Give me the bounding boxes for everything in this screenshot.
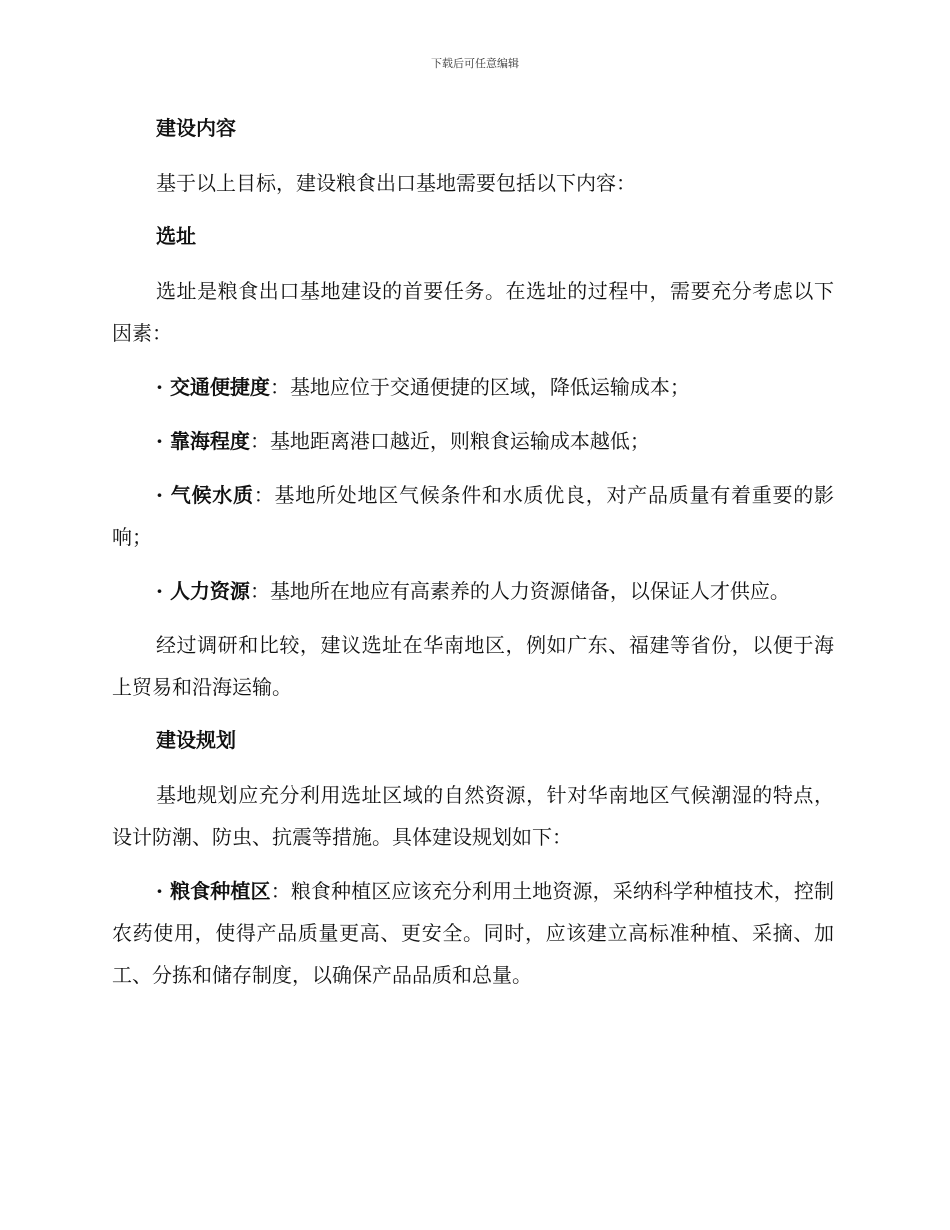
list-item-factor: · 气候水质：基地所处地区气候条件和水质优良，对产品质量有着重要的影响； bbox=[112, 483, 835, 549]
bullet-term: · 交通便捷度 bbox=[156, 375, 270, 399]
paragraph-planning-intro: 基地规划应充分利用选址区域的自然资源，针对华南地区气候潮湿的特点，设计防潮、防虫、抗震等措施。具体建设规划如下： bbox=[112, 783, 834, 849]
paragraph-site-intro: 选址是粮食出口基地建设的首要任务。在选址的过程中，需要充分考虑以下因素： bbox=[112, 279, 834, 345]
page-header: 下载后可任意编辑 bbox=[431, 57, 519, 70]
bullet-term: · 靠海程度 bbox=[156, 429, 250, 453]
bullet-term: · 粮食种植区 bbox=[156, 879, 271, 903]
list-item-factor: · 交通便捷度：基地应位于交通便捷的区域，降低运输成本； bbox=[156, 375, 690, 399]
list-item-factor: · 人力资源：基地所在地应有高素养的人力资源储备，以保证人才供应。 bbox=[156, 579, 790, 603]
document-body bbox=[112, 108, 834, 1008]
bullet-term: · 人力资源 bbox=[156, 579, 250, 603]
paragraph-intro: 基于以上目标，建设粮食出口基地需要包括以下内容： bbox=[156, 171, 636, 195]
section-heading-site-selection: 选址 bbox=[156, 224, 196, 248]
section-heading-construction-content: 建设内容 bbox=[156, 116, 236, 140]
section-heading-planning: 建设规划 bbox=[156, 728, 236, 752]
paragraph-site-conclusion: 经过调研和比较，建议选址在华南地区，例如广东、福建等省份，以便于海上贸易和沿海运输。 bbox=[112, 633, 834, 699]
list-item-plan: · 粮食种植区：粮食种植区应该充分利用土地资源，采纳科学种植技术，控制农药使用，使得产品质量更高、更安全。同时，应该建立高标准种植、采摘、加工、分拣和储存制度，以确保产品品质和总量。 bbox=[112, 879, 835, 987]
list-item-factor: · 靠海程度：基地距离港口越近，则粮食运输成本越低； bbox=[156, 429, 650, 453]
bullet-term: · 气候水质 bbox=[156, 483, 254, 507]
